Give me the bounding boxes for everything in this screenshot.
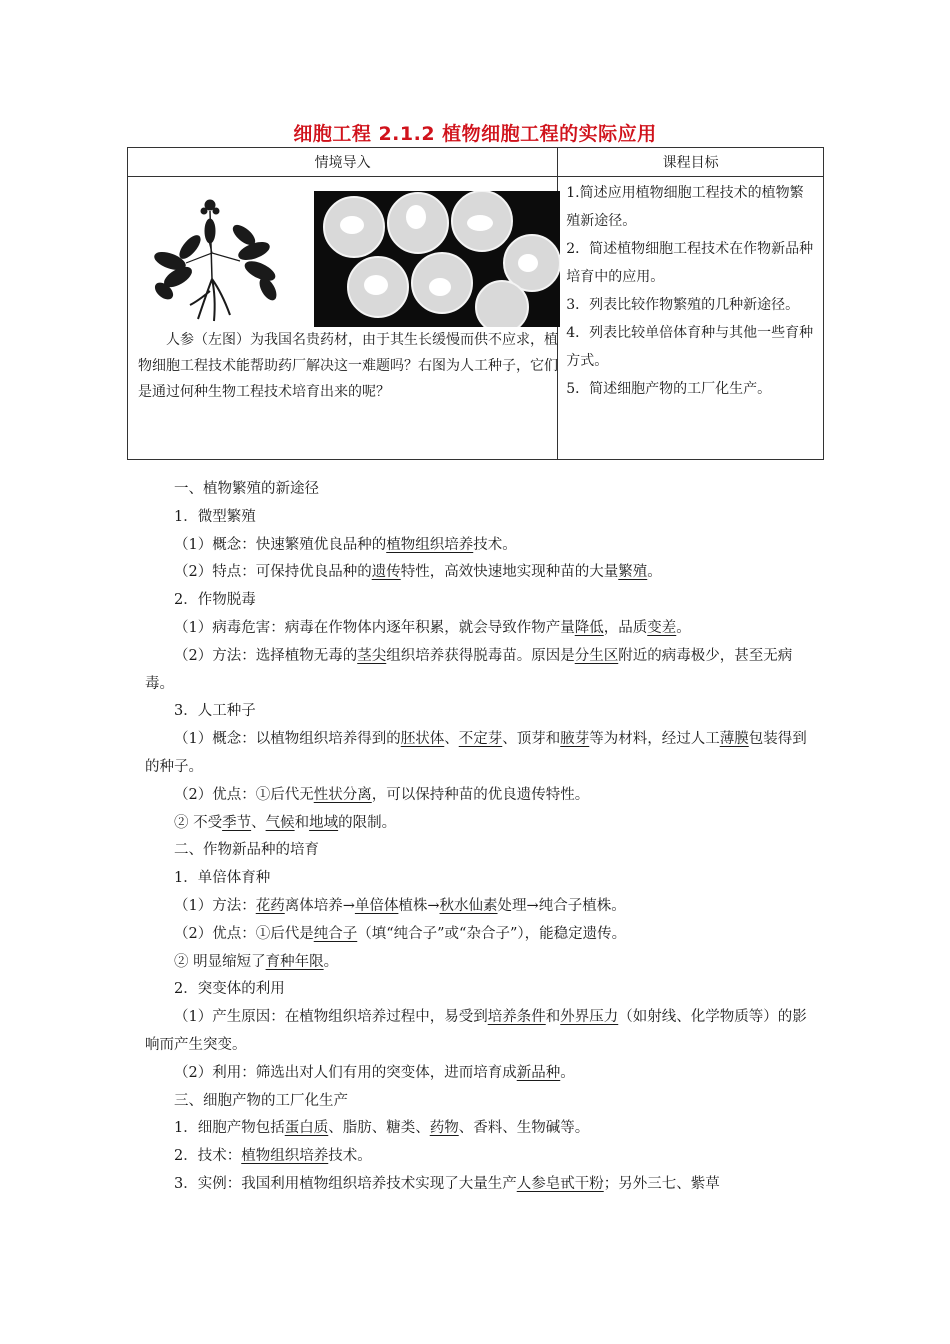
- text-run: ② 不受: [174, 814, 223, 831]
- text-run: （填“纯合子”或“杂合子”），能稳定遗传。: [357, 925, 627, 942]
- text-run: ；另外三七、紫草: [603, 1175, 720, 1192]
- text-run: 3．人工种子: [174, 703, 256, 720]
- answer-blank: 季节: [222, 814, 252, 831]
- text-run: 处理→纯合子植株。: [497, 897, 626, 914]
- text-run: 技术。: [328, 1148, 372, 1165]
- body-paragraph: [145, 615, 820, 643]
- text-run: 2．突变体的利用: [174, 981, 285, 998]
- body-paragraph: [145, 1088, 820, 1116]
- answer-blank: 药物: [429, 1120, 459, 1137]
- answer-blank: 植物组织培养: [241, 1148, 329, 1165]
- body-paragraph: [145, 504, 820, 532]
- text-run: 组织培养获得脱毒苗。原因是: [386, 647, 575, 664]
- answer-blank: 遗传: [371, 564, 401, 581]
- body-paragraph: [145, 643, 820, 699]
- text-run: 、脂肪、糖类、: [328, 1120, 430, 1137]
- text-run: 和: [545, 1009, 561, 1026]
- body-paragraph: [145, 587, 820, 615]
- scenario-text: 人参（左图）为我国名贵药材，由于其生长缓慢而供不应求，植物细胞工程技术能帮助药厂解决这一难题吗？右图为人工种子，它们是通过何种生物工程技术培育出来的呢？: [138, 332, 558, 400]
- text-run: 包装得到的种子。: [145, 731, 807, 775]
- text-run: 技术。: [473, 536, 517, 553]
- body-paragraph: [145, 810, 820, 838]
- text-run: 的限制。: [338, 814, 397, 831]
- answer-blank: 外界压力: [560, 1009, 619, 1026]
- text-run: 、: [444, 731, 459, 748]
- body-paragraph: [145, 559, 820, 587]
- answer-blank: 气候: [265, 814, 295, 831]
- answer-blank: 变差: [647, 619, 677, 636]
- answer-blank: 不定芽: [458, 731, 503, 748]
- goal-item: 5．简述细胞产物的工厂化生产。: [566, 381, 772, 397]
- body-paragraph: [145, 532, 820, 560]
- answer-blank: 培养条件: [487, 1009, 546, 1026]
- body-paragraph: [145, 837, 820, 865]
- goal-item: 3．列表比较作物繁殖的几种新途径。: [566, 297, 800, 313]
- text-run: 、顶芽和: [502, 731, 561, 748]
- text-run: 和: [294, 814, 310, 831]
- answer-blank: 地域: [309, 814, 339, 831]
- body-paragraph: [145, 1143, 820, 1171]
- text-run: （1）概念：快速繁殖优良品种的: [174, 536, 387, 553]
- text-run: （如射线、化学物质等）的影响而产生突变。: [145, 1009, 807, 1053]
- body-paragraph: [145, 893, 820, 921]
- text-run: （1）病毒危害：病毒在作物体内逐年积累，就会导致作物产量: [174, 619, 575, 636]
- answer-blank: 新品种: [516, 1064, 561, 1081]
- text-run: （1）产生原因：在植物组织培养过程中，易受到: [174, 1009, 488, 1026]
- text-run: （2）优点：①后代是: [174, 925, 314, 942]
- answer-blank: 性状分离: [313, 786, 372, 803]
- answer-blank: 薄膜: [719, 731, 749, 748]
- text-run: 二、作物新品种的培育: [174, 842, 319, 859]
- text-run: 。: [323, 953, 339, 970]
- text-run: ② 明显缩短了: [174, 953, 266, 970]
- answer-blank: 秋水仙素: [439, 897, 498, 914]
- body-paragraph: [145, 782, 820, 810]
- body-paragraph: [145, 921, 820, 949]
- goal-item: 1.简述应用植物细胞工程技术的植物繁殖新途径。: [566, 185, 804, 229]
- body-paragraph: [145, 1171, 820, 1199]
- text-run: 附近的病毒极少，甚至无病毒。: [145, 647, 793, 692]
- answer-blank: 育种年限: [265, 953, 324, 970]
- text-run: 2．技术：: [174, 1148, 242, 1165]
- goals-cell: [558, 177, 824, 460]
- text-run: ，品质: [603, 619, 648, 636]
- answer-blank: 纯合子: [313, 925, 358, 942]
- answer-blank: 分生区: [574, 647, 619, 664]
- text-run: 1．单倍体育种: [174, 870, 271, 887]
- answer-blank: 降低: [574, 619, 604, 636]
- body-paragraph: [145, 476, 820, 504]
- text-run: 3．实例：我国利用植物组织培养技术实现了大量生产: [174, 1175, 517, 1192]
- text-run: 等为材料，经过人工: [589, 731, 720, 748]
- artificial-seeds-photo: [314, 191, 560, 327]
- answer-blank: 单倍体: [354, 897, 399, 914]
- text-run: 2．作物脱毒: [174, 592, 256, 609]
- text-run: （2）特点：可保持优良品种的: [174, 564, 372, 581]
- text-run: 离体培养→: [284, 897, 355, 914]
- body-paragraph: [145, 1115, 820, 1143]
- header-goals: 课程目标: [558, 148, 824, 177]
- text-run: （2）方法：选择植物无毒的: [174, 647, 358, 664]
- text-run: 植株→: [398, 897, 440, 914]
- ginseng-illustration: [150, 191, 290, 325]
- text-run: （2）优点：①后代无: [174, 786, 314, 803]
- document-body: [145, 476, 820, 1199]
- text-run: 1．微型繁殖: [174, 508, 256, 525]
- answer-blank: 人参皂甙干粉: [516, 1175, 604, 1192]
- text-run: （2）利用：筛选出对人们有用的突变体，进而培育成: [174, 1064, 517, 1081]
- body-paragraph: [145, 976, 820, 1004]
- body-paragraph: [145, 1060, 820, 1088]
- answer-blank: 繁殖: [618, 564, 648, 581]
- text-run: 、香料、生物碱等。: [458, 1120, 590, 1137]
- text-run: （1）概念：以植物组织培养得到的: [174, 731, 401, 748]
- text-run: 。: [647, 564, 662, 581]
- page-title: 细胞工程 2.1.2 植物细胞工程的实际应用: [293, 123, 657, 145]
- text-run: 特性，高效快速地实现种苗的大量: [400, 564, 619, 581]
- body-paragraph: [145, 949, 820, 977]
- text-run: 一、植物繁殖的新途径: [174, 481, 319, 497]
- text-run: 。: [560, 1064, 575, 1081]
- body-paragraph: [145, 698, 820, 726]
- body-paragraph: [145, 1004, 820, 1060]
- text-run: 三、细胞产物的工厂化生产: [174, 1092, 348, 1109]
- text-run: ，可以保持种苗的优良遗传特性。: [371, 786, 590, 803]
- goal-item: 2．简述植物细胞工程技术在作物新品种培育中的应用。: [566, 241, 814, 285]
- answer-blank: 胚状体: [400, 731, 445, 748]
- text-run: 、: [251, 814, 266, 831]
- answer-blank: 茎尖: [357, 647, 387, 664]
- answer-blank: 植物组织培养: [386, 536, 474, 553]
- answer-blank: 花药: [255, 897, 285, 914]
- text-run: （1）方法：: [174, 897, 256, 914]
- answer-blank: 蛋白质: [284, 1120, 329, 1137]
- answer-blank: 腋芽: [560, 731, 590, 748]
- text-run: 。: [676, 619, 691, 636]
- header-scenario: 情境导入: [128, 148, 558, 177]
- goal-item: 4．列表比较单倍体育种与其他一些育种方式。: [566, 325, 814, 369]
- text-run: 1．细胞产物包括: [174, 1120, 285, 1137]
- body-paragraph: [145, 726, 820, 782]
- scenario-cell: [128, 177, 558, 460]
- intro-table: [127, 147, 824, 460]
- body-paragraph: [145, 865, 820, 893]
